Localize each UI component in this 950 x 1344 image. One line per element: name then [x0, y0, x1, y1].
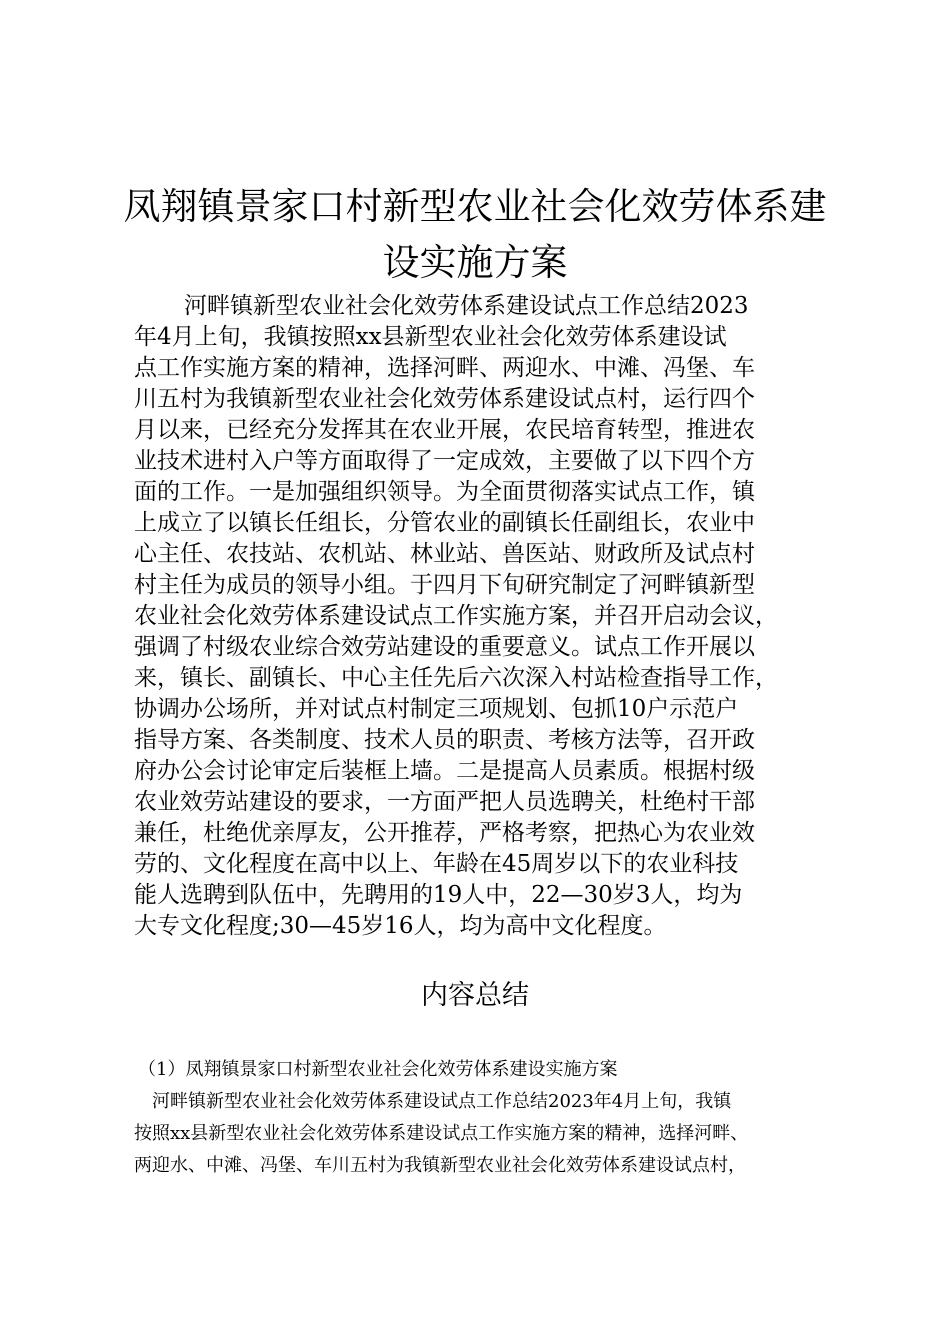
document-title-line-2: 设实施方案 — [382, 241, 568, 284]
body-line: 村主任为成员的领导小组。于四月下旬研究制定了河畔镇新型 — [134, 572, 755, 598]
body-line: 年4月上旬，我镇按照xx县新型农业社会化效劳体系建设试 — [134, 324, 727, 350]
body-line: 来，镇长、副镇长、中心主任先后六次深入村站检查指导工作， — [134, 665, 778, 691]
body-line: 府办公会讨论审定后装框上墙。二是提高人员素质。根据村级 — [134, 758, 755, 784]
body-line: 兼任，杜绝优亲厚友，公开推荐，严格考察，把热心为农业效 — [134, 820, 755, 846]
body-line: 指导方案、各类制度、技术人员的职责、考核方法等，召开政 — [134, 727, 755, 753]
body-line: 能人选聘到队伍中，先聘用的19人中，22—30岁3人，均为 — [134, 882, 743, 908]
body-line: 强调了村级农业综合效劳站建设的重要意义。试点工作开展以 — [134, 634, 755, 660]
summary-heading: 内容总结 — [421, 980, 529, 1011]
body-line: 业技术进村入户等方面取得了一定成效，主要做了以下四个方 — [134, 448, 755, 474]
body-line: 月以来，已经充分发挥其在农业开展，农民培育转型，推进农 — [134, 417, 755, 443]
body-line: 河畔镇新型农业社会化效劳体系建设试点工作总结2023 — [184, 293, 749, 319]
body-line: 上成立了以镇长任组长，分管农业的副镇长任副组长，农业中 — [134, 510, 755, 536]
body-line: 农业效劳站建设的要求，一方面严把人员选聘关，杜绝村干部 — [134, 789, 755, 815]
body-line: 大专文化程度;30—45岁16人，均为高中文化程度。 — [134, 913, 667, 939]
summary-line: 河畔镇新型农业社会化效劳体系建设试点工作总结2023年4月上旬，我镇 — [134, 1091, 732, 1112]
summary-line: 按照xx县新型农业社会化效劳体系建设试点工作实施方案的精神，选择河畔、 — [134, 1123, 749, 1144]
body-line: 协调办公场所，并对试点村制定三项规划、包抓10户示范户 — [134, 696, 739, 722]
body-line: 心主任、农技站、农机站、林业站、兽医站、财政所及试点村 — [134, 541, 755, 567]
document-title-line-1: 凤翔镇景家口村新型农业社会化效劳体系建 — [123, 185, 827, 228]
body-line: 农业社会化效劳体系建设试点工作实施方案，并召开启动会议， — [134, 603, 778, 629]
body-line: 点工作实施方案的精神，选择河畔、两迎水、中滩、冯堡、车 — [134, 355, 755, 381]
summary-line: （1）凤翔镇景家口村新型农业社会化效劳体系建设实施方案 — [138, 1059, 618, 1080]
summary-line: 两迎水、中滩、冯堡、车川五村为我镇新型农业社会化效劳体系建设试点村， — [134, 1155, 746, 1176]
body-line: 川五村为我镇新型农业社会化效劳体系建设试点村，运行四个 — [134, 386, 755, 412]
body-line: 劳的、文化程度在高中以上、年龄在45周岁以下的农业科技 — [134, 851, 739, 877]
body-line: 面的工作。一是加强组织领导。为全面贯彻落实试点工作，镇 — [134, 479, 755, 505]
